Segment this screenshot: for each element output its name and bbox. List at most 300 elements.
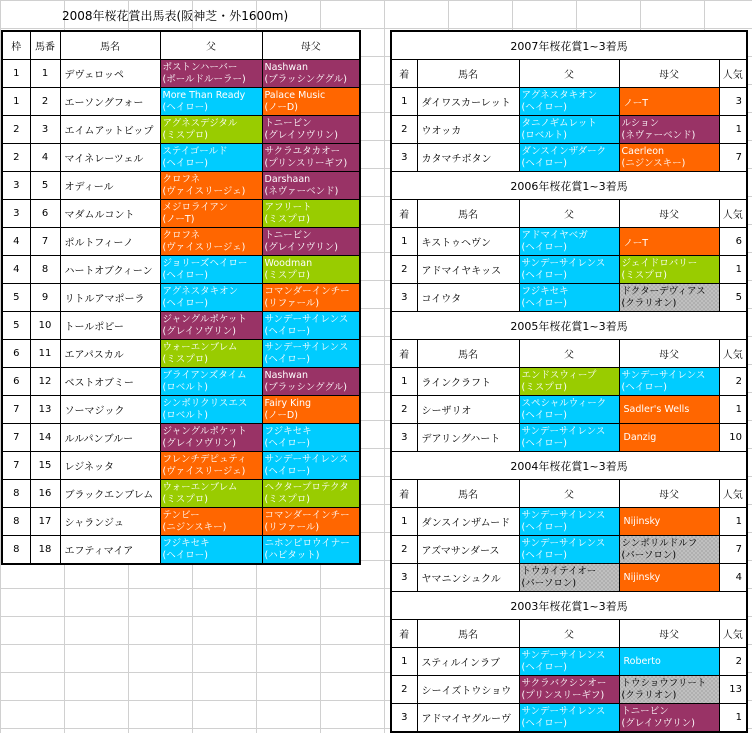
broodmare-sire-cell: Sadler's Wells: [619, 396, 719, 424]
broodmare-sire-cell-line: (リファール): [264, 297, 320, 309]
sire-cell: [160, 172, 262, 200]
popularity-cell: 1: [719, 396, 747, 424]
table-row: [391, 396, 747, 424]
broodmare-sire-cell-line: フジキセキ: [264, 425, 312, 437]
broodmare-sire-cell-line: Palace Music: [264, 89, 326, 101]
broodmare-sire-cell: [262, 88, 360, 116]
broodmare-sire-cell-line: (ネヴァーベンド): [621, 129, 696, 141]
broodmare-sire-cell-line: サンデーサイレンス: [264, 453, 349, 465]
finish-cell: 1: [391, 648, 417, 676]
broodmare-sire-cell-line: ヘクタープロテクタ: [264, 481, 349, 493]
header-row: [391, 480, 747, 508]
broodmare-sire-cell-line: コマンダーインチー: [264, 509, 350, 521]
number-cell: 13: [30, 396, 60, 424]
broodmare-sire-cell: [262, 396, 360, 424]
table-row: [391, 676, 747, 704]
sire-cell-line: (ヘイロー): [521, 297, 567, 309]
popularity-cell: 4: [719, 564, 747, 592]
table-row: [391, 284, 747, 312]
table-row: [391, 424, 747, 452]
broodmare-sire-cell: [262, 480, 360, 508]
broodmare-sire-cell: [619, 144, 719, 172]
sire-cell-line: (ヘイロー): [521, 101, 567, 113]
history-table: [390, 30, 748, 733]
section-title: 2005年桜花賞1~3着馬: [391, 312, 747, 340]
horse-name-cell: ダンスインザムード: [417, 508, 519, 536]
waku-cell: 7: [2, 396, 30, 424]
horse-name-cell: ルルパンブルー: [60, 424, 160, 452]
number-cell: 15: [30, 452, 60, 480]
horse-name-cell: アドマイヤグルーヴ: [417, 704, 519, 733]
table-row: [2, 396, 360, 424]
sire-cell-line: ジャングルポケット: [162, 313, 247, 325]
popularity-cell: 5: [719, 284, 747, 312]
sire-cell-line: ジャングルポケット: [162, 425, 247, 437]
popularity-cell: 7: [719, 536, 747, 564]
broodmare-sire-cell-line: Woodman: [264, 257, 313, 269]
table-row: [2, 452, 360, 480]
sire-cell-line: フレンチデピュティ: [162, 453, 247, 465]
column-header: 父: [160, 31, 262, 60]
broodmare-sire-cell-line: (グレイソヴリン): [621, 717, 695, 729]
finish-cell: 1: [391, 368, 417, 396]
column-header: 人気: [719, 200, 747, 228]
broodmare-sire-cell-line: ルション: [621, 117, 660, 129]
sire-cell-line: テンビー: [162, 509, 200, 521]
finish-cell: 3: [391, 144, 417, 172]
sire-cell-line: スペシャルウィーク: [521, 397, 607, 409]
broodmare-sire-cell: [619, 368, 719, 396]
waku-cell: 8: [2, 508, 30, 536]
sire-cell-line: サンデーサイレンス: [521, 257, 606, 269]
column-header: 着: [391, 620, 417, 648]
broodmare-sire-cell-line: (ヘイロー): [264, 465, 310, 477]
broodmare-sire-cell: [262, 60, 360, 88]
column-header: 馬名: [417, 60, 519, 88]
column-header: 馬名: [417, 480, 519, 508]
sire-cell: [160, 88, 262, 116]
table-row: [2, 284, 360, 312]
waku-cell: 1: [2, 88, 30, 116]
broodmare-sire-cell: [262, 508, 360, 536]
sire-cell-line: ステイゴールド: [162, 145, 228, 157]
sire-cell-line: (ヘイロー): [162, 269, 208, 281]
horse-name-cell: エフティマイア: [60, 536, 160, 565]
horse-name-cell: トールポピー: [60, 312, 160, 340]
finish-cell: 3: [391, 284, 417, 312]
sire-cell-line: (ヘイロー): [521, 409, 567, 421]
broodmare-sire-cell-line: ドクターデヴィアス: [621, 285, 706, 297]
sire-cell-line: エンドスウィープ: [521, 369, 597, 381]
sire-cell-line: (パーソロン): [521, 577, 577, 589]
broodmare-sire-cell-line: トニービン: [621, 705, 669, 717]
waku-cell: 2: [2, 144, 30, 172]
sire-cell: [519, 704, 619, 733]
broodmare-sire-cell: [619, 536, 719, 564]
sire-cell-line: アグネスデジタル: [162, 117, 238, 129]
horse-name-cell: ダイワスカーレット: [417, 88, 519, 116]
table-row: [2, 88, 360, 116]
broodmare-sire-cell: [619, 256, 719, 284]
number-cell: 14: [30, 424, 60, 452]
section-title: 2006年桜花賞1~3着馬: [391, 172, 747, 200]
sire-cell-line: (ノーT): [162, 213, 195, 225]
sire-cell-line: フジキセキ: [521, 285, 569, 297]
broodmare-sire-cell-line: Caerleon: [621, 145, 665, 157]
broodmare-sire-cell-line: (ヘイロー): [621, 381, 667, 393]
popularity-cell: 3: [719, 88, 747, 116]
section-title-row: [391, 31, 747, 60]
column-header: 父: [519, 620, 619, 648]
sire-cell: [160, 116, 262, 144]
number-cell: 8: [30, 256, 60, 284]
broodmare-sire-cell-line: トニービン: [264, 117, 312, 129]
horse-name-cell: シーザリオ: [417, 396, 519, 424]
broodmare-sire-cell: [262, 452, 360, 480]
sire-cell: [160, 228, 262, 256]
horse-name-cell: シーイズトウショウ: [417, 676, 519, 704]
sire-cell: [519, 284, 619, 312]
sire-cell-line: (ヘイロー): [521, 661, 567, 673]
waku-cell: 3: [2, 172, 30, 200]
waku-cell: 5: [2, 312, 30, 340]
waku-cell: 7: [2, 452, 30, 480]
finish-cell: 2: [391, 536, 417, 564]
sire-cell: [160, 508, 262, 536]
column-header: 母父: [262, 31, 360, 60]
broodmare-sire-cell-line: (ブラッシンググル): [264, 73, 348, 85]
number-cell: 9: [30, 284, 60, 312]
broodmare-sire-cell-line: (ブラッシンググル): [264, 381, 348, 393]
sire-cell-line: (ボールドルーラー): [162, 73, 246, 85]
finish-cell: 2: [391, 256, 417, 284]
sire-cell-line: (ヘイロー): [521, 717, 567, 729]
sire-cell-line: ブライアンズタイム: [162, 369, 247, 381]
broodmare-sire-cell-line: (ヘイロー): [264, 437, 310, 449]
sire-cell-line: (ヘイロー): [521, 157, 567, 169]
horse-name-cell: ヤマニンシュクル: [417, 564, 519, 592]
broodmare-sire-cell: [262, 368, 360, 396]
sire-cell-line: ダンスインザダーク: [521, 145, 607, 157]
number-cell: 16: [30, 480, 60, 508]
broodmare-sire-cell-line: Fairy King: [264, 397, 312, 409]
sire-cell: [160, 340, 262, 368]
broodmare-sire-cell: [262, 200, 360, 228]
sire-cell: [519, 508, 619, 536]
sire-cell: [519, 424, 619, 452]
sire-cell-line: サンデーサイレンス: [521, 509, 606, 521]
sire-cell-line: (ロベルト): [162, 381, 208, 393]
popularity-cell: 1: [719, 704, 747, 733]
broodmare-sire-cell: ノーT: [619, 228, 719, 256]
popularity-cell: 13: [719, 676, 747, 704]
sire-cell-line: サンデーサイレンス: [521, 705, 606, 717]
sire-cell: [519, 88, 619, 116]
table-row: [391, 88, 747, 116]
sire-cell-line: (グレイソヴリン): [162, 325, 236, 337]
broodmare-sire-cell: [262, 284, 360, 312]
sire-cell: [160, 312, 262, 340]
column-header: 母父: [619, 340, 719, 368]
sire-cell-line: サンデーサイレンス: [521, 425, 606, 437]
horse-name-cell: ベストオブミー: [60, 368, 160, 396]
broodmare-sire-cell: [262, 340, 360, 368]
section-title: 2004年桜花賞1~3着馬: [391, 452, 747, 480]
finish-cell: 2: [391, 396, 417, 424]
number-cell: 7: [30, 228, 60, 256]
column-header: 父: [519, 200, 619, 228]
broodmare-sire-cell: ノーT: [619, 88, 719, 116]
finish-cell: 1: [391, 228, 417, 256]
sire-cell: [160, 452, 262, 480]
section-title-row: [391, 452, 747, 480]
broodmare-sire-cell-line: (クラリオン): [621, 689, 677, 701]
broodmare-sire-cell-line: (ノーD): [264, 409, 298, 421]
table-row: [2, 424, 360, 452]
sire-cell-line: (ヘイロー): [162, 157, 208, 169]
page-title: 2008年桜花賞出馬表(阪神芝・外1600m): [62, 9, 289, 23]
horse-name-cell: ウオッカ: [417, 116, 519, 144]
broodmare-sire-cell-line: (ヘイロー): [264, 325, 310, 337]
column-header: 着: [391, 200, 417, 228]
table-row: [2, 60, 360, 88]
broodmare-sire-cell: [619, 704, 719, 733]
sire-cell-line: (ミスプロ): [162, 353, 208, 365]
header-row: [2, 31, 360, 60]
sire-cell: [519, 116, 619, 144]
broodmare-sire-cell-line: トニービン: [264, 229, 312, 241]
broodmare-sire-cell: [262, 424, 360, 452]
table-row: [2, 116, 360, 144]
sire-cell-line: サクラバクシンオー: [521, 677, 607, 689]
broodmare-sire-cell-line: (ハビタット): [264, 549, 320, 561]
sire-cell-line: フジキセキ: [162, 537, 210, 549]
number-cell: 6: [30, 200, 60, 228]
finish-cell: 1: [391, 508, 417, 536]
table-row: [2, 536, 360, 565]
table-row: [2, 508, 360, 536]
broodmare-sire-cell-line: Nashwan: [264, 61, 309, 73]
broodmare-sire-cell: [619, 284, 719, 312]
sire-cell-line: タニノギムレット: [521, 117, 597, 129]
section-title-row: [391, 172, 747, 200]
sire-cell-line: (ヘイロー): [521, 549, 567, 561]
sire-cell-line: (グレイソヴリン): [162, 437, 236, 449]
number-cell: 2: [30, 88, 60, 116]
column-header: 人気: [719, 340, 747, 368]
broodmare-sire-cell-line: (グレイソヴリン): [264, 241, 338, 253]
sire-cell-line: ウォーエンブレム: [162, 481, 238, 493]
section-title-row: [391, 592, 747, 620]
broodmare-sire-cell: Nijinsky: [619, 508, 719, 536]
waku-cell: 6: [2, 340, 30, 368]
popularity-cell: 10: [719, 424, 747, 452]
horse-name-cell: コイウタ: [417, 284, 519, 312]
sire-cell-line: (ヘイロー): [521, 241, 567, 253]
column-header: 母父: [619, 620, 719, 648]
column-header: 着: [391, 340, 417, 368]
table-row: [391, 536, 747, 564]
table-row: [2, 480, 360, 508]
broodmare-sire-cell-line: (ミスプロ): [264, 213, 310, 225]
broodmare-sire-cell: [262, 228, 360, 256]
column-header: 馬名: [417, 620, 519, 648]
broodmare-sire-cell-line: Nashwan: [264, 369, 309, 381]
sire-cell-line: (ミスプロ): [521, 381, 567, 393]
horse-name-cell: リトルアマポーラ: [60, 284, 160, 312]
horse-name-cell: オディール: [60, 172, 160, 200]
column-header: 着: [391, 60, 417, 88]
sire-cell-line: (ミスプロ): [162, 129, 208, 141]
sire-cell-line: (ミスプロ): [162, 493, 208, 505]
waku-cell: 5: [2, 284, 30, 312]
sire-cell-line: トウカイテイオー: [521, 565, 597, 577]
broodmare-sire-cell: Danzig: [619, 424, 719, 452]
horse-name-cell: ブラックエンブレム: [60, 480, 160, 508]
broodmare-sire-cell-line: (パーソロン): [621, 549, 677, 561]
sire-cell-line: シンボリクリスエス: [162, 397, 248, 409]
sire-cell: [160, 60, 262, 88]
sire-cell-line: アグネスタキオン: [521, 89, 598, 101]
waku-cell: 3: [2, 200, 30, 228]
broodmare-sire-cell-line: (クラリオン): [621, 297, 677, 309]
sire-cell-line: (ヴァイスリージェ): [162, 185, 246, 197]
broodmare-sire-cell: [262, 312, 360, 340]
number-cell: 3: [30, 116, 60, 144]
column-header: 馬番: [30, 31, 60, 60]
broodmare-sire-cell: [262, 256, 360, 284]
horse-name-cell: ラインクラフト: [417, 368, 519, 396]
table-row: [391, 508, 747, 536]
sire-cell-line: (ヘイロー): [521, 269, 567, 281]
table-row: [391, 116, 747, 144]
finish-cell: 3: [391, 704, 417, 733]
waku-cell: 7: [2, 424, 30, 452]
table-row: [2, 340, 360, 368]
number-cell: 17: [30, 508, 60, 536]
table-row: [2, 228, 360, 256]
sire-cell-line: (ヘイロー): [521, 437, 567, 449]
number-cell: 4: [30, 144, 60, 172]
popularity-cell: 1: [719, 116, 747, 144]
section-title: 2007年桜花賞1~3着馬: [391, 31, 747, 60]
sire-cell-line: サンデーサイレンス: [521, 537, 606, 549]
section-title-row: [391, 312, 747, 340]
broodmare-sire-cell: [619, 676, 719, 704]
sire-cell: [519, 368, 619, 396]
header-row: [391, 620, 747, 648]
column-header: 人気: [719, 620, 747, 648]
sire-cell-line: (プリンスリーギフ): [521, 689, 605, 701]
column-header: 馬名: [417, 200, 519, 228]
table-row: [2, 144, 360, 172]
sire-cell-line: (ニジンスキー): [162, 521, 227, 533]
broodmare-sire-cell-line: (リファール): [264, 521, 320, 533]
waku-cell: 4: [2, 228, 30, 256]
sire-cell-line: (ヘイロー): [162, 297, 208, 309]
horse-name-cell: エイムアットビップ: [60, 116, 160, 144]
sire-cell: [160, 144, 262, 172]
column-header: 人気: [719, 60, 747, 88]
horse-name-cell: マイネレーツェル: [60, 144, 160, 172]
sire-cell-line: (ヘイロー): [162, 101, 208, 113]
horse-name-cell: アドマイヤキッス: [417, 256, 519, 284]
broodmare-sire-cell-line: (グレイソヴリン): [264, 129, 338, 141]
table-row: [391, 648, 747, 676]
number-cell: 12: [30, 368, 60, 396]
sire-cell: [519, 228, 619, 256]
broodmare-sire-cell: [262, 172, 360, 200]
broodmare-sire-cell-line: サンデーサイレンス: [621, 369, 706, 381]
sire-cell-line: クロフネ: [162, 173, 201, 185]
broodmare-sire-cell-line: コマンダーインチー: [264, 285, 350, 297]
sire-cell-line: クロフネ: [162, 229, 201, 241]
finish-cell: 2: [391, 676, 417, 704]
sire-cell: [160, 480, 262, 508]
horse-name-cell: エーソングフォー: [60, 88, 160, 116]
sire-cell-line: ジョリーズヘイロー: [162, 257, 248, 269]
sire-cell-line: アドマイヤベガ: [521, 229, 588, 241]
number-cell: 10: [30, 312, 60, 340]
column-header: 母父: [619, 480, 719, 508]
broodmare-sire-cell: [262, 536, 360, 565]
sire-cell: [160, 368, 262, 396]
table-row: [391, 228, 747, 256]
table-row: [2, 172, 360, 200]
number-cell: 11: [30, 340, 60, 368]
broodmare-sire-cell-line: サンデーサイレンス: [264, 313, 349, 325]
table-row: [2, 368, 360, 396]
broodmare-sire-cell-line: (ミスプロ): [621, 269, 667, 281]
broodmare-sire-cell-line: (プリンスリーギフ): [264, 157, 348, 169]
sire-cell: [519, 144, 619, 172]
sire-cell: [519, 648, 619, 676]
waku-cell: 6: [2, 368, 30, 396]
broodmare-sire-cell: Roberto: [619, 648, 719, 676]
broodmare-sire-cell-line: (ヘイロー): [264, 353, 310, 365]
sire-cell: [160, 200, 262, 228]
broodmare-sire-cell-line: (ネヴァーベンド): [264, 185, 339, 197]
broodmare-sire-cell: [619, 116, 719, 144]
horse-name-cell: カタマチボタン: [417, 144, 519, 172]
popularity-cell: 1: [719, 256, 747, 284]
column-header: 父: [519, 340, 619, 368]
finish-cell: 3: [391, 564, 417, 592]
sire-cell-line: (ロベルト): [162, 409, 208, 421]
horse-name-cell: デアリングハート: [417, 424, 519, 452]
popularity-cell: 1: [719, 508, 747, 536]
column-header: 父: [519, 480, 619, 508]
horse-name-cell: エアパスカル: [60, 340, 160, 368]
horse-name-cell: アズマサンダース: [417, 536, 519, 564]
table-row: [2, 312, 360, 340]
horse-name-cell: キストゥヘヴン: [417, 228, 519, 256]
broodmare-sire-cell-line: (ニジンスキー): [621, 157, 686, 169]
sire-cell: [519, 676, 619, 704]
column-header: 母父: [619, 200, 719, 228]
broodmare-sire-cell: [262, 116, 360, 144]
number-cell: 1: [30, 60, 60, 88]
horse-name-cell: シャランジュ: [60, 508, 160, 536]
header-row: [391, 200, 747, 228]
column-header: 母父: [619, 60, 719, 88]
broodmare-sire-cell-line: (ミスプロ): [264, 493, 310, 505]
broodmare-sire-cell-line: シンボリルドルフ: [621, 537, 698, 549]
entry-table: [1, 30, 361, 565]
column-header: 馬名: [417, 340, 519, 368]
sire-cell: [160, 256, 262, 284]
sire-cell-line: (ロベルト): [521, 129, 567, 141]
